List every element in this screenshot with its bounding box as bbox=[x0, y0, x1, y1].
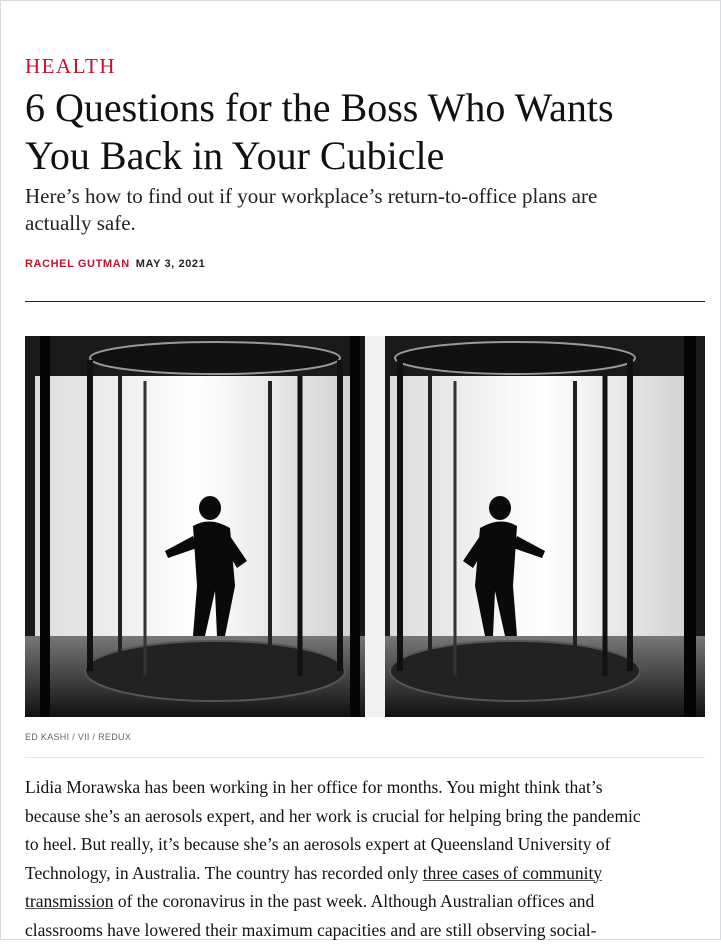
article-subtitle bbox=[25, 183, 705, 237]
link-text-part-2[interactable]: transmission bbox=[25, 891, 114, 911]
title-line-2: You Back in Your Cubicle bbox=[25, 133, 445, 178]
author-link[interactable]: RACHEL GUTMAN bbox=[25, 258, 130, 270]
photo-credit: ED KASHI / VII / REDUX bbox=[25, 732, 132, 742]
body-line-3: to heel. But really, it’s because she’s an aerosols expert at Queensland University of bbox=[25, 834, 611, 854]
article-body bbox=[25, 773, 705, 944]
subtitle-line-1: Here’s how to find out if your workplace’s return-to-office plans are bbox=[25, 184, 598, 208]
body-line-1: Lidia Morawska has been working in her office for months. You might think that’s bbox=[25, 777, 603, 797]
subtitle-line-2: actually safe. bbox=[25, 211, 136, 235]
byline bbox=[25, 258, 205, 270]
photo-right-panel bbox=[385, 336, 705, 717]
link-text-part-1[interactable]: three cases of community bbox=[422, 862, 603, 883]
header-divider bbox=[25, 301, 705, 302]
photo-left-panel bbox=[25, 336, 365, 717]
article-title bbox=[25, 84, 705, 180]
body-line-5: of the coronavirus in the past week. Although Australian offices and bbox=[113, 891, 595, 911]
publish-date: MAY 3, 2021 bbox=[135, 258, 206, 270]
body-line-4: Technology, in Australia. The country has recorded only bbox=[25, 862, 423, 883]
section-label[interactable]: HEALTH bbox=[25, 54, 117, 78]
body-line-6: classrooms have lowered their maximum capacities and are still observing social- bbox=[25, 919, 597, 940]
revolving-door-photo bbox=[25, 336, 705, 717]
credit-divider bbox=[25, 757, 705, 758]
title-line-1: 6 Questions for the Boss Who Wants bbox=[25, 85, 614, 130]
body-line-2: because she’s an aerosols expert, and her work is crucial for helping bring the pandemic bbox=[25, 805, 641, 826]
